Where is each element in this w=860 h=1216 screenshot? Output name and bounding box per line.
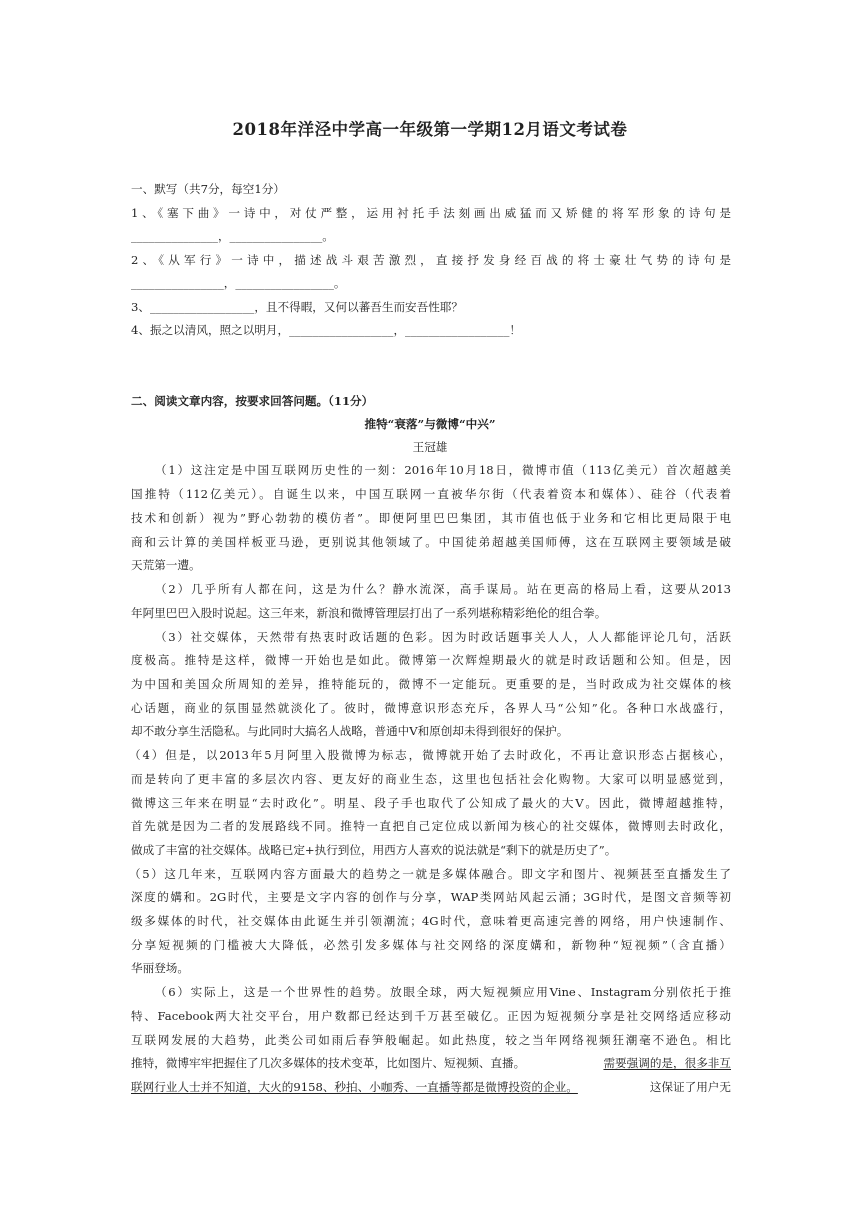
paragraph-line: （6）实际上，这是一个世界性的趋势。放眼全球，两大短视频应用Vine、Instagram分别依托于推	[155, 985, 731, 999]
paragraph-line: 商和云计算的美国样板亚马逊，更别说其他领域了。中国徒弟超越美国师傅，这在互联网主要领域是破	[131, 535, 731, 549]
paragraph-line: 级多媒体的时代，社交媒体由此诞生并引领潮流；4G时代，意味着更高速完善的网络，用户快速制作、	[131, 914, 731, 928]
paragraph-text: 推特，微博牢牢把握住了几次多媒体的技术变革，比如图片、短视频、直播。	[131, 1056, 526, 1070]
paragraph-line: 而是转向了更丰富的多层次内容、更友好的商业生态，这里也包括社会化购物。大家可以明显感觉到，	[131, 772, 731, 786]
paragraph-line: 分享短视频的门槛被大大降低，必然引发多媒体与社交网络的深度媾和，新物种“短视频”（含直播）	[131, 938, 731, 952]
section2-heading: 二、阅读文章内容，按要求回答问题。（11分）	[131, 394, 374, 408]
paragraph-line: 心话题，商业的氛围显然就淡化了。彼时，微博意识形态充斥，各界人马“公知”化。各种口水战盛行，	[131, 701, 731, 715]
paragraph-line: 微博这三年来在明显“去时政化”。明星、段子手也取代了公知成了最火的大V。因此，微博超越推特，	[131, 796, 731, 810]
question-3: 3、__________________，且不得暇，又何以蕃吾生而安吾性耶？	[131, 300, 464, 314]
question-1-text: 1、《塞下曲》一诗中，对仗严整，运用衬托手法刻画出威猛而又矫健的将军形象的诗句是	[131, 206, 731, 220]
question-2-text: 2、《从军行》一诗中，描述战斗艰苦激烈，直接抒发身经百战的将士豪壮气势的诗句是	[131, 253, 731, 267]
paragraph-line: 深度的媾和。2G时代，主要是文字内容的创作与分享，WAP类网站风起云涌；3G时代，是图文音频等初	[131, 890, 731, 904]
underlined-text: 需要强调的是，很多非互	[603, 1056, 731, 1070]
paragraph-line: 度极高。推特是这样，微博一开始也是如此。微博第一次辉煌期最火的就是时政话题和公知。但是，因	[131, 653, 731, 667]
question-1-blanks: _______________，________________。	[131, 229, 334, 243]
paragraph-line	[131, 1079, 731, 1095]
paragraph-line: （2）几乎所有人都在问，这是为什么？静水流深，高手谋局。站在更高的格局上看，这要从2013	[155, 582, 731, 596]
paragraph-line: 为中国和美国众所周知的差异，推特能玩的，微博不一定能玩。更重要的是，当时政成为社交媒体的核	[131, 677, 731, 691]
paragraph-line: 华丽登场。	[131, 961, 189, 975]
paragraph-line: （1）这注定是中国互联网历史性的一刻：2016年10月18日，微博市值（113亿美元）首次超越美	[155, 463, 731, 477]
paragraph-line: （4）但是，以2013年5月阿里入股微博为标志，微博就开始了去时政化，不再让意识形态占据核心，	[129, 748, 731, 762]
paragraph-line: 天荒第一遭。	[131, 558, 201, 572]
paragraph-line: 却不敢分享生活隐私。与此同时大搞名人战略，普通中V和原创却未得到很好的保护。	[131, 724, 569, 738]
paragraph-line	[131, 1055, 731, 1071]
section1-heading: 一、默写（共7分，每空1分）	[131, 182, 285, 196]
page-title: 2018年洋泾中学高一年级第一学期12月语文考试卷	[232, 120, 628, 139]
paragraph-line: 技术和创新）视为”野心勃勃的模仿者”。即便阿里巴巴集团，其市值也低于业务和它相比更局限于电	[131, 511, 731, 525]
paragraph-line: 做成了丰富的社交媒体。战略已定+执行到位，用西方人喜欢的说法就是“剩下的就是历史了”。	[131, 843, 617, 857]
paragraph-line: 年阿里巴巴入股时说起。这三年来，新浪和微博管理层打出了一系列堪称精彩绝伦的组合拳。	[131, 606, 607, 620]
paragraph-text: 这保证了用户无	[649, 1080, 731, 1094]
paragraph-line: 首先就是因为二者的发展路线不同。推特一直把自己定位成以新闻为核心的社交媒体，微博则去时政化，	[131, 819, 731, 833]
article-title: 推特“衰落”与微博“中兴”	[364, 417, 496, 431]
article-author: 王冠雄	[412, 440, 448, 454]
question-2-blanks: ________________，_________________。	[131, 276, 346, 290]
underlined-text: 联网行业人士并不知道，大火的9158、秒拍、小咖秀、一直播等都是微博投资的企业。	[131, 1080, 578, 1094]
question-4: 4、振之以清风，照之以明月，__________________，__________________！	[131, 323, 521, 337]
paragraph-line: 特、Facebook两大社交平台，用户数都已经达到千万甚至破亿。正因为短视频分享是社交网络适应移动	[131, 1009, 731, 1023]
paragraph-line: 互联网发展的大趋势，此类公司如雨后春笋般崛起。如此热度，较之当年网络视频狂潮毫不逊色。相比	[131, 1033, 731, 1047]
paragraph-line: （5）这几年来，互联网内容方面最大的趋势之一就是多媒体融合。即文字和图片、视频甚至直播发生了	[129, 867, 731, 881]
paragraph-line: （3）社交媒体，天然带有热衷时政话题的色彩。因为时政话题事关人人，人人都能评论几句，活跃	[155, 630, 731, 644]
paragraph-line: 国推特（112亿美元）。自诞生以来，中国互联网一直被华尔街（代表着资本和媒体）、硅谷（代表着	[131, 487, 731, 501]
